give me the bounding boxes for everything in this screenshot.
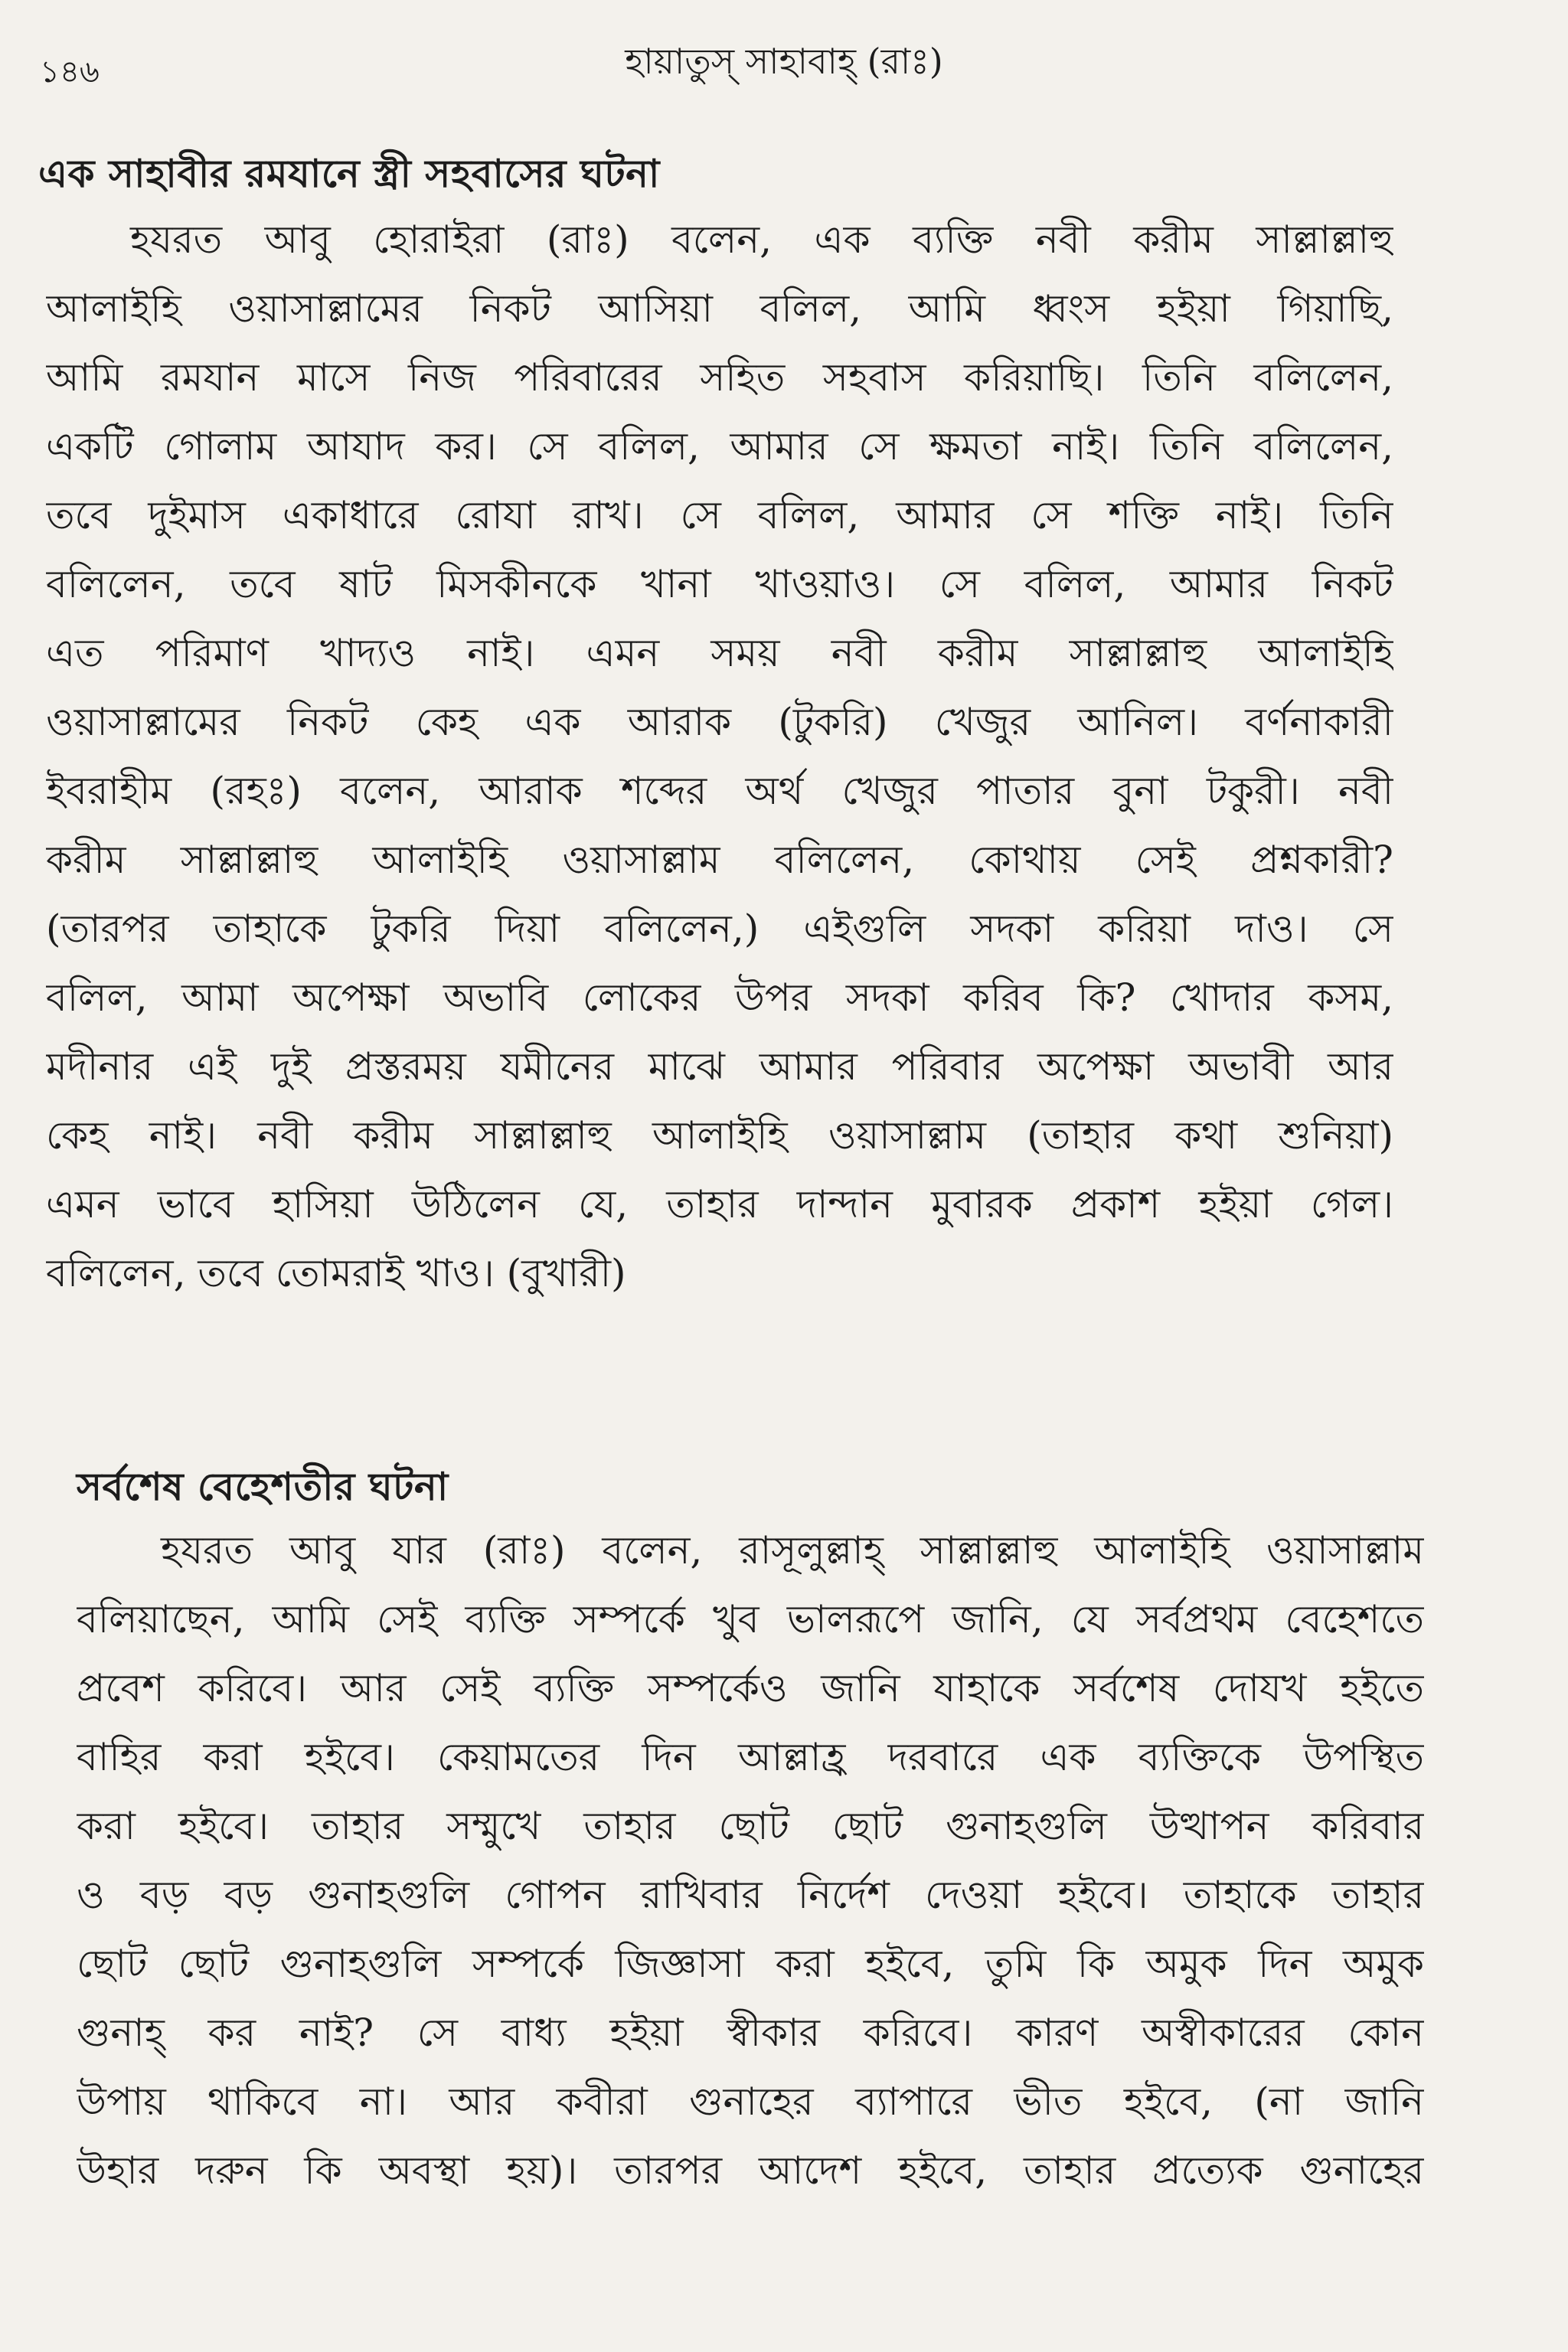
section-2-body (77, 1516, 1424, 2205)
text-line: করা হইবে। তাহার সম্মুখে তাহার ছোট ছোট গুনাহগুলি উত্থাপন করিবার (77, 1804, 1424, 1848)
text-line: বাহির করা হইবে। কেয়ামতের দিন আল্লাহ্র দরবারে এক ব্যক্তিকে উপস্থিত (77, 1735, 1424, 1779)
text-line: গুনাহ্ কর নাই? সে বাধ্য হইয়া স্বীকার করিবে। কারণ অস্বীকারের কোন (77, 2011, 1424, 2055)
text-line: হযরত আবু যার (রাঃ) বলেন, রাসূলুল্লাহ্ সাল্লাল্লাহু আলাইহি ওয়াসাল্লাম (161, 1528, 1424, 1573)
text-line: বলিল, আমা অপেক্ষা অভাবি লোকের উপর সদকা করিব কি? খোদার কসম, (46, 975, 1393, 1020)
page-number: ১৪৬ (40, 54, 100, 90)
page-header (31, 31, 1537, 92)
text-line: হযরত আবু হোরাইরা (রাঃ) বলেন, এক ব্যক্তি নবী করীম সাল্লাল্লাহু (130, 217, 1393, 262)
running-title: হায়াতুস্ সাহাবাহ্ (রাঃ) (625, 41, 943, 82)
text-line: উপায় থাকিবে না। আর কবীরা গুনাহের ব্যাপারে ভীত হইবে, (না জানি (77, 2079, 1424, 2124)
text-line: ছোট ছোট গুনাহগুলি সম্পর্কে জিজ্ঞাসা করা হইবে, তুমি কি অমুক দিন অমুক (77, 1942, 1424, 1986)
text-line: প্রবেশ করিবে। আর সেই ব্যক্তি সম্পর্কেও জানি যাহাকে সর্বশেষ দোযখ হইতে (77, 1666, 1424, 1710)
text-line: ওয়াসাল্লামের নিকট কেহ এক আরাক (টুকরি) খেজুর আনিল। বর্ণনাকারী (46, 700, 1393, 744)
text-line: বলিলেন, তবে তোমরাই খাও। (বুখারী) (46, 1251, 626, 1295)
text-line: উহার দরুন কি অবস্থা হয়)। তারপর আদেশ হইবে, তাহার প্রত্যেক গুনাহের (77, 2148, 1424, 2193)
text-line: বলিলেন, তবে ষাট মিসকীনকে খানা খাওয়াও। সে বলিল, আমার নিকট (46, 562, 1393, 606)
text-line: কেহ নাই। নবী করীম সাল্লাল্লাহু আলাইহি ওয়াসাল্লাম (তাহার কথা শুনিয়া) (46, 1113, 1393, 1158)
text-line: আলাইহি ওয়াসাল্লামের নিকট আসিয়া বলিল, আমি ধ্বংস হইয়া গিয়াছি, (46, 286, 1393, 331)
text-line: তবে দুইমাস একাধারে রোযা রাখ। সে বলিল, আমার সে শক্তি নাই। তিনি (46, 493, 1393, 537)
text-line: ও বড় বড় গুনাহগুলি গোপন রাখিবার নির্দেশ দেওয়া হইবে। তাহাকে তাহার (77, 1873, 1424, 1917)
text-line: ইবরাহীম (রহঃ) বলেন, আরাক শব্দের অর্থ খেজুর পাতার বুনা টকুরী। নবী (46, 769, 1393, 813)
text-line: এত পরিমাণ খাদ্যও নাই। এমন সময় নবী করীম সাল্লাল্লাহু আলাইহি (46, 631, 1393, 675)
text-line: করীম সাল্লাল্লাহু আলাইহি ওয়াসাল্লাম বলিলেন, কোথায় সেই প্রশ্নকারী? (46, 838, 1393, 882)
text-line: বলিয়াছেন, আমি সেই ব্যক্তি সম্পর্কে খুব ভালরূপে জানি, যে সর্বপ্রথম বেহেশতে (77, 1597, 1424, 1642)
section-heading-2: সর্বশেষ বেহেশতীর ঘটনা (77, 1464, 449, 1509)
text-line: এমন ভাবে হাসিয়া উঠিলেন যে, তাহার দান্দান মুবারক প্রকাশ হইয়া গেল। (46, 1182, 1393, 1227)
section-1-body (46, 205, 1393, 1308)
text-line: (তারপর তাহাকে টুকরি দিয়া বলিলেন,) এইগুলি সদকা করিয়া দাও। সে (46, 906, 1393, 951)
text-line: আমি রমযান মাসে নিজ পরিবারের সহিত সহবাস করিয়াছি। তিনি বলিলেন, (46, 355, 1393, 400)
section-heading-1: এক সাহাবীর রমযানে স্ত্রী সহবাসের ঘটনা (38, 151, 660, 196)
text-line: একটি গোলাম আযাদ কর। সে বলিল, আমার সে ক্ষমতা নাই। তিনি বলিলেন, (46, 424, 1393, 469)
text-line: মদীনার এই দুই প্রস্তরময় যমীনের মাঝে আমার পরিবার অপেক্ষা অভাবী আর (46, 1044, 1393, 1089)
